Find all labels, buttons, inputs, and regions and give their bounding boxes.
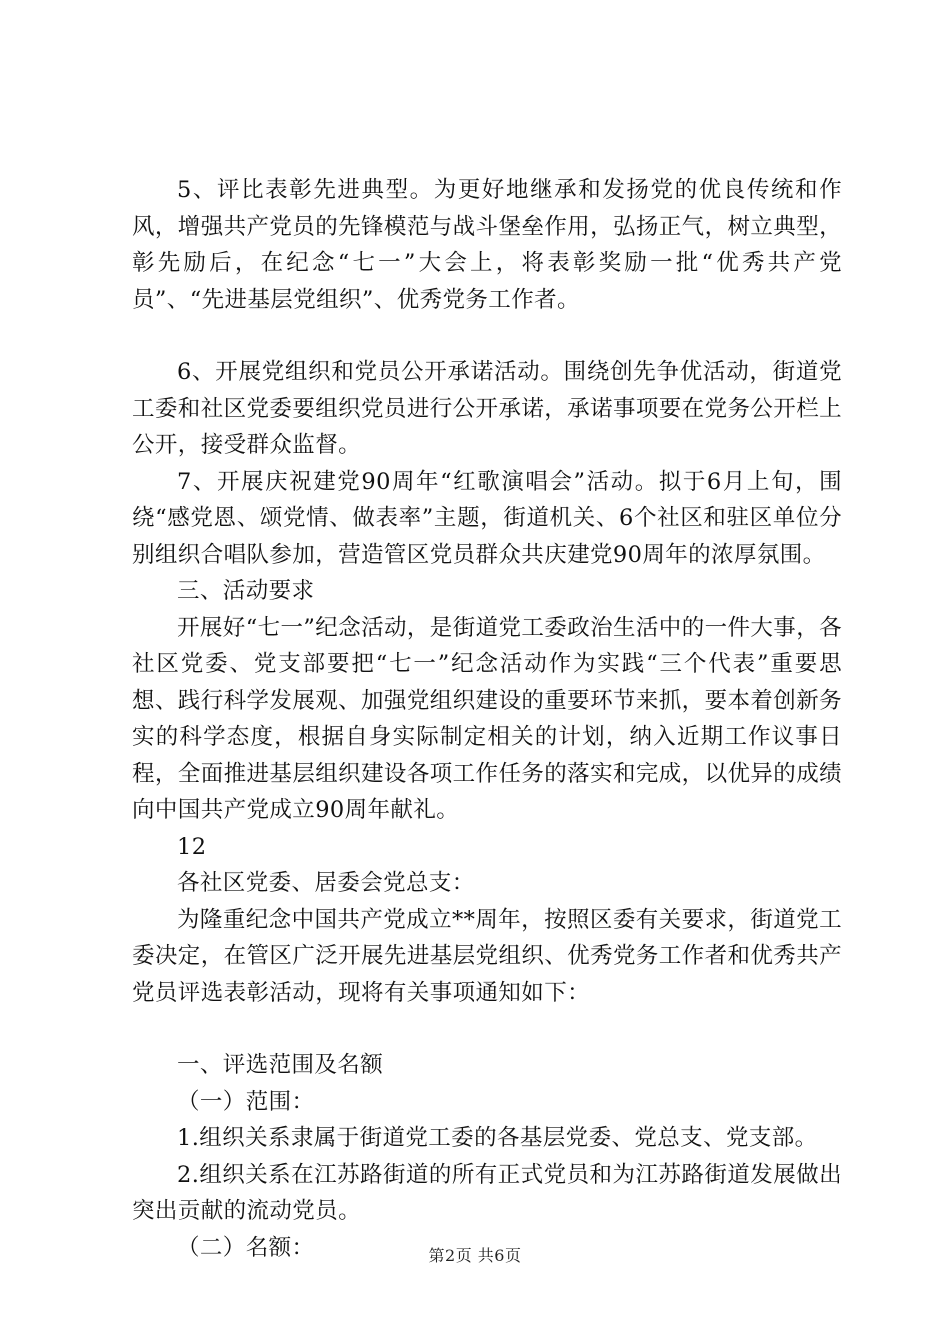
page-footer — [0, 1243, 950, 1266]
paragraph-number: 12 — [177, 833, 207, 860]
subheading-quota: （二）名额： — [177, 1234, 315, 1261]
subheading-scope: （一）范围： — [177, 1088, 315, 1115]
paragraph-item-6: 6、开展党组织和党员公开承诺活动。围绕创先争优活动，街道党工委和社区党委要组织党员进行公开承诺，承诺事项要在党务公开栏上公开，接受群众监督。 — [132, 359, 842, 458]
section-heading-scope: 一、评选范围及名额 — [177, 1052, 384, 1078]
paragraph-item-7: 7、开展庆祝建党90周年“红歌演唱会”活动。拟于6月上旬，围绕“感党恩、颂党情、做表率”主题，街道机关、6个社区和驻区单位分别组织合唱队参加，营造管区党员群众共庆建党90周年的浓厚氛围。 — [132, 468, 842, 568]
paragraph-notice: 为隆重纪念中国共产党成立**周年，按照区委有关要求，街道党工委决定，在管区广泛开展先进基层党组织、优秀党务工作者和优秀共产党员评选表彰活动，现将有关事项通知如下： — [132, 906, 842, 1006]
document-body — [132, 172, 842, 1266]
list-item-2: 2.组织关系在江苏路街道的所有正式党员和为江苏路街道发展做出突出贡献的流动党员。 — [132, 1161, 842, 1224]
list-item-1: 1.组织关系隶属于街道党工委的各基层党委、党总支、党支部。 — [177, 1125, 818, 1151]
paragraph-item-5: 5、评比表彰先进典型。为更好地继承和发扬党的优良传统和作风，增强共产党员的先锋模范与战斗堡垒作用，弘扬正气，树立典型，彰先励后，在纪念“七一”大会上，将表彰奖励一批“优秀共产党员”、“先进基层党组织”、优秀党务工作者。 — [132, 177, 842, 313]
page-number: 第2页 共6页 — [428, 1246, 522, 1265]
paragraph-requirements: 开展好“七一”纪念活动，是街道党工委政治生活中的一件大事，各社区党委、党支部要把“七一”纪念活动作为实践“三个代表”重要思想、践行科学发展观、加强党组织建设的重要环节来抓，要本着创新务实的科学态度，根据自身实际制定相关的计划，纳入近期工作议事日程，全面推进基层组织建设各项工作任务的落实和完成，以优异的成绩向中国共产党成立90周年献礼。 — [132, 614, 843, 823]
salutation: 各社区党委、居委会党总支： — [177, 870, 475, 896]
section-heading-requirements: 三、活动要求 — [177, 578, 315, 604]
